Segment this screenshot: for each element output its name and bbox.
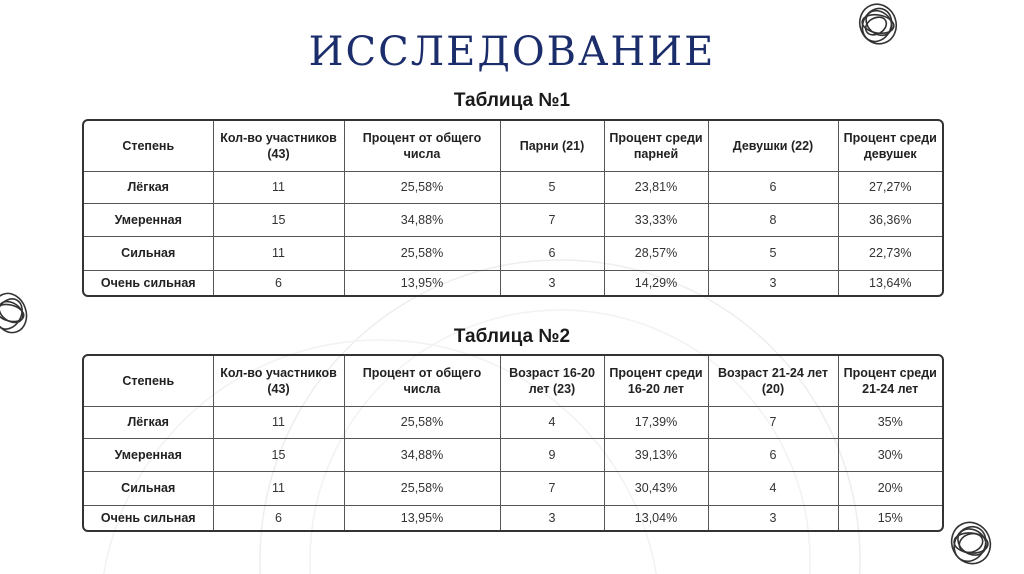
table-cell: 11 — [213, 471, 344, 505]
table-cell: 15 — [213, 438, 344, 471]
table-row — [84, 203, 942, 236]
table-cell: 11 — [213, 171, 344, 203]
table-cell: 8 — [708, 203, 838, 236]
table-cell: 6 — [500, 236, 604, 270]
table-1 — [82, 119, 944, 297]
table-cell: 30% — [838, 438, 942, 471]
table-cell: 3 — [500, 270, 604, 295]
table-row — [84, 406, 942, 438]
table-cell: Очень сильная — [84, 505, 213, 530]
table-cell: 34,88% — [344, 203, 500, 236]
table-cell: 11 — [213, 236, 344, 270]
table-cell: 34,88% — [344, 438, 500, 471]
table-cell: 11 — [213, 406, 344, 438]
table-cell: 25,58% — [344, 171, 500, 203]
table-cell: 9 — [500, 438, 604, 471]
table-cell: 3 — [708, 270, 838, 295]
table-cell: 28,57% — [604, 236, 708, 270]
table-cell: 25,58% — [344, 236, 500, 270]
table-cell: 13,95% — [344, 505, 500, 530]
scribble-icon — [944, 516, 998, 570]
table-cell: 36,36% — [838, 203, 942, 236]
table-cell: 6 — [213, 270, 344, 295]
table-2-caption: Таблица №2 — [453, 326, 571, 347]
table-cell: 13,64% — [838, 270, 942, 295]
table-cell: 39,13% — [604, 438, 708, 471]
column-header: Девушки (22) — [708, 121, 838, 171]
column-header: Парни (21) — [500, 121, 604, 171]
column-header: Степень — [84, 356, 213, 406]
table-header-row — [84, 121, 942, 171]
table-cell: Лёгкая — [84, 406, 213, 438]
table-row — [84, 270, 942, 295]
column-header: Кол-во участников (43) — [213, 356, 344, 406]
table-1-caption: Таблица №1 — [453, 90, 571, 111]
table-cell: 3 — [708, 505, 838, 530]
column-header: Процент от общего числа — [344, 356, 500, 406]
table-cell: 6 — [213, 505, 344, 530]
table-cell: 7 — [500, 203, 604, 236]
table-cell: 7 — [708, 406, 838, 438]
table-cell: 20% — [838, 471, 942, 505]
table-cell: 4 — [500, 406, 604, 438]
table-cell: 15 — [213, 203, 344, 236]
table-cell: 5 — [708, 236, 838, 270]
page-title: ИССЛЕДОВАНИЕ — [308, 29, 716, 75]
table-cell: 5 — [500, 171, 604, 203]
table-cell: 3 — [500, 505, 604, 530]
column-header: Процент среди девушек — [838, 121, 942, 171]
table-cell: 17,39% — [604, 406, 708, 438]
table-cell: 15% — [838, 505, 942, 530]
table-cell: Умеренная — [84, 438, 213, 471]
table-cell: 35% — [838, 406, 942, 438]
table-cell: 22,73% — [838, 236, 942, 270]
table-cell: 25,58% — [344, 471, 500, 505]
table-cell: 13,04% — [604, 505, 708, 530]
table-cell: 23,81% — [604, 171, 708, 203]
table-cell: 13,95% — [344, 270, 500, 295]
table-cell: 6 — [708, 438, 838, 471]
column-header: Возраст 16-20 лет (23) — [500, 356, 604, 406]
table-cell: Очень сильная — [84, 270, 213, 295]
table-row — [84, 438, 942, 471]
table-cell: 25,58% — [344, 406, 500, 438]
table-row — [84, 171, 942, 203]
table-row — [84, 505, 942, 530]
column-header: Возраст 21-24 лет (20) — [708, 356, 838, 406]
table-row — [84, 236, 942, 270]
table-cell: 14,29% — [604, 270, 708, 295]
table-2 — [82, 354, 944, 532]
table-row — [84, 471, 942, 505]
table-cell: Сильная — [84, 236, 213, 270]
table-cell: 30,43% — [604, 471, 708, 505]
column-header: Процент среди 16-20 лет — [604, 356, 708, 406]
table-cell: 4 — [708, 471, 838, 505]
column-header: Кол-во участников (43) — [213, 121, 344, 171]
column-header: Степень — [84, 121, 213, 171]
table-cell: Сильная — [84, 471, 213, 505]
column-header: Процент среди парней — [604, 121, 708, 171]
table-cell: 7 — [500, 471, 604, 505]
table-cell: 27,27% — [838, 171, 942, 203]
table-cell: Лёгкая — [84, 171, 213, 203]
table-header-row — [84, 356, 942, 406]
column-header: Процент среди 21-24 лет — [838, 356, 942, 406]
table-cell: 6 — [708, 171, 838, 203]
table-cell: 33,33% — [604, 203, 708, 236]
table-cell: Умеренная — [84, 203, 213, 236]
column-header: Процент от общего числа — [344, 121, 500, 171]
